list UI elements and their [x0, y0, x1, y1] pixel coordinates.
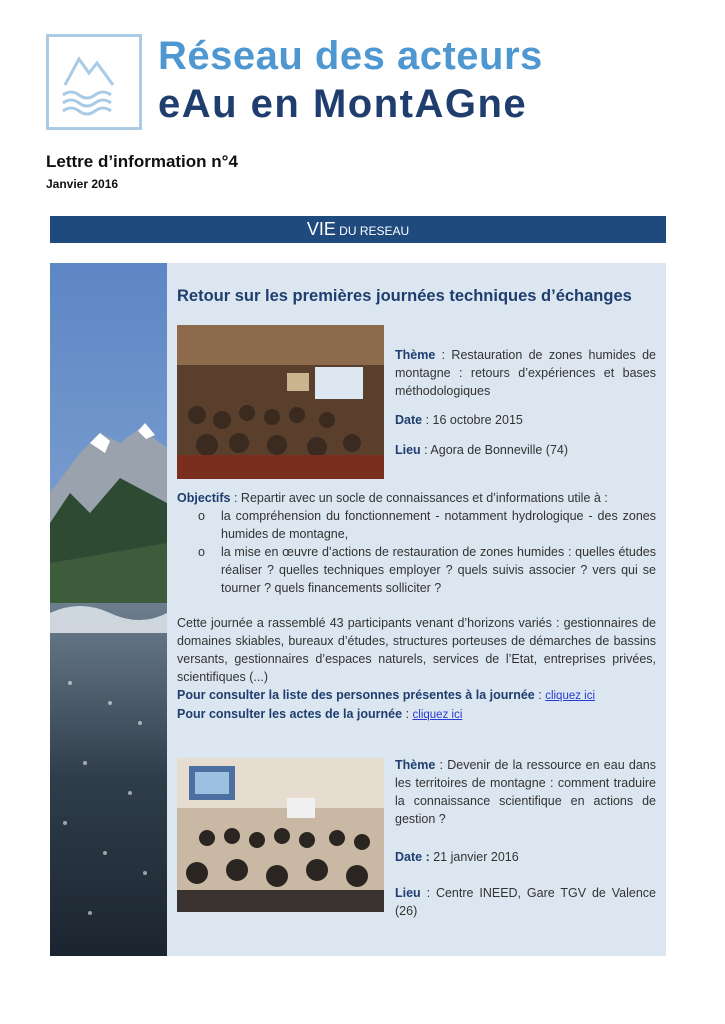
newsletter-title: Lettre d’information n°4: [46, 152, 238, 171]
event2-location: [395, 884, 656, 920]
objectives-list: [198, 507, 656, 597]
event1-theme-label: Thème: [395, 348, 436, 362]
event1-theme-value: : Restauration de zones humides de montagne : retours d’expériences et bases méthodologiques: [395, 348, 656, 398]
participants-list-label: Pour consulter la liste des personnes présentes à la journée: [177, 688, 535, 702]
objectives-text: : Repartir avec un socle de connaissances et d’informations utile à :: [230, 491, 608, 505]
event1-location-label: Lieu: [395, 443, 421, 457]
newsletter-date: Janvier 2016: [46, 177, 119, 191]
objectives: [177, 489, 656, 507]
link-separator: :: [534, 688, 546, 702]
event2-location-value: : Centre INEED, Gare TGV de Valence (26): [395, 886, 656, 918]
event2-location-label: Lieu: [395, 886, 421, 900]
event2-date-value: 21 janvier 2016: [429, 850, 519, 864]
event1-date: [395, 411, 656, 429]
participants-paragraph: Cette journée a rassemblé 43 participants venant d’horizons variés : gestionnaires de domaines skiables, bureaux d’études, structures porteuses de démarches de bassins versants, gestionnaires d’espaces naturels, services de l’Etat, entreprises privées, scientifiques (...): [177, 616, 656, 684]
conference-photo-2: [177, 758, 384, 912]
logo-title-line2: eAu en MontAGne: [158, 82, 528, 126]
section-header: [50, 216, 666, 243]
bullet-icon: o: [198, 509, 205, 523]
section-title-sub: DU RESEAU: [335, 224, 410, 238]
event1-date-label: Date: [395, 413, 423, 427]
event1-theme: [395, 346, 656, 400]
article-title: Retour sur les premières journées techniques d’échanges: [177, 287, 632, 305]
event2-theme: [395, 756, 656, 828]
event2-date-label: Date :: [395, 850, 430, 864]
bullet-icon: o: [198, 545, 205, 559]
event2-date: [395, 848, 656, 866]
list-item: [198, 507, 656, 543]
section-title-main: VIE: [306, 219, 336, 239]
event1-date-value: : 16 octobre 2015: [422, 413, 523, 427]
links-block: [177, 686, 656, 724]
list-item: [198, 543, 656, 597]
event1-location: [395, 441, 656, 459]
list-item-text: la compréhension du fonctionnement - notamment hydrologique - des zones humides de montagne,: [221, 509, 656, 541]
list-item-text: la mise en œuvre d’actions de restauration de zones humides : quelles études réaliser ? quelles techniques employer ? quels suivis associer ? vers qui se tourner ? quels financements solliciter ?: [221, 545, 656, 595]
logo-title-line1: Réseau des acteurs: [158, 34, 543, 78]
conference-photo-1: [177, 325, 384, 479]
proceedings-label: Pour consulter les actes de la journée: [177, 707, 403, 721]
proceedings-link[interactable]: cliquez ici: [412, 709, 463, 721]
mountain-river-photo: [50, 263, 167, 956]
link-separator: :: [402, 707, 413, 721]
event1-location-value: : Agora de Bonneville (74): [420, 443, 569, 457]
event2-theme-label: Thème: [395, 758, 436, 772]
participants-list-link[interactable]: cliquez ici: [545, 690, 596, 702]
event2-theme-value: : Devenir de la ressource en eau dans les territoires de montagne : comment traduire la connaissance scientifique en actions de gestion ?: [395, 758, 656, 826]
objectives-label: Objectifs: [177, 491, 231, 505]
logo-icon: [46, 34, 142, 130]
